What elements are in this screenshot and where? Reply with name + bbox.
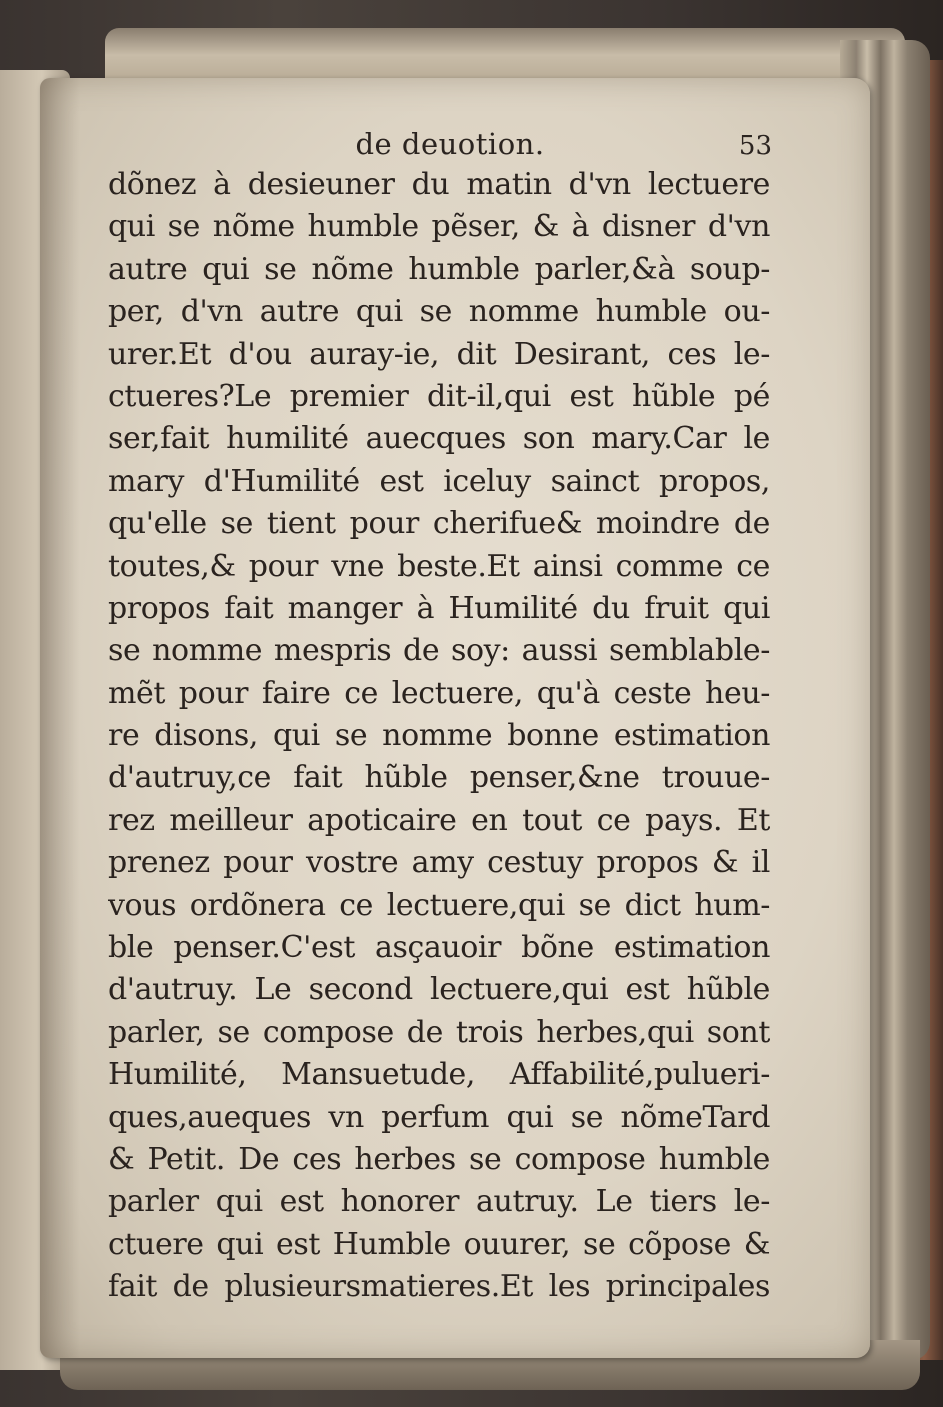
text-line: d'autruy,ce fait hũble penser,&ne trouue- — [108, 760, 770, 796]
text-line: ques,aueques vn perfum qui se nõmeTard — [108, 1099, 770, 1135]
text-line: se nomme mespris de soy: aussi semblable- — [108, 633, 770, 669]
text-line: rez meilleur apoticaire en tout ce pays. Et — [108, 802, 770, 838]
page-number: 53 — [738, 131, 772, 161]
text-line: ser,fait humilité auecques son mary.Car le — [108, 421, 770, 457]
text-line: urer.Et d'ou auray-ie, dit Desirant, ces le- — [108, 336, 770, 372]
running-head — [120, 122, 780, 166]
text-line: ctueres?Le premier dit-il,qui est hũble pé — [108, 378, 770, 414]
text-line: toutes,& pour vne beste.Et ainsi comme ce — [108, 548, 770, 584]
text-line: fait de plusieursmatieres.Et les principales — [108, 1269, 770, 1305]
text-line: ble penser.C'est asçauoir bõne estimation — [108, 930, 770, 966]
text-line: per, d'vn autre qui se nomme humble ou- — [108, 294, 770, 330]
text-line: Humilité, Mansuetude, Affabilité,pulueri- — [108, 1057, 770, 1093]
text-line: qui se nõme humble pẽser, & à disner d'vn — [108, 209, 770, 245]
text-line: mary d'Humilité est iceluy sainct propos, — [108, 463, 770, 499]
body-text — [108, 164, 770, 1309]
text-line: ctuere qui est Humble ouurer, se cõpose & — [108, 1226, 770, 1262]
gutter-shadow — [40, 78, 80, 1358]
text-line: prenez pour vostre amy cestuy propos & il — [108, 845, 770, 881]
text-line: dõnez à desieuner du matin d'vn lectuere — [108, 167, 770, 202]
text-line: mẽt pour faire ce lectuere, qu'à ceste heu- — [108, 675, 770, 711]
running-title: de deuotion. — [355, 127, 545, 161]
text-line: autre qui se nõme humble parler,&à soup- — [108, 251, 770, 287]
text-line: re disons, qui se nomme bonne estimation — [108, 718, 770, 754]
text-line: parler, se compose de trois herbes,qui sont — [108, 1014, 770, 1050]
text-line: qu'elle se tient pour cherifue& moindre de — [108, 506, 770, 542]
text-line: & Petit. De ces herbes se compose humble — [108, 1141, 770, 1177]
text-line: d'autruy. Le second lectuere,qui est hũble — [108, 972, 770, 1008]
text-line: vous ordõnera ce lectuere,qui se dict hum- — [108, 887, 770, 923]
text-line: propos fait manger à Humilité du fruit qui — [108, 590, 770, 626]
text-line: parler qui est honorer autruy. Le tiers le- — [108, 1184, 770, 1220]
